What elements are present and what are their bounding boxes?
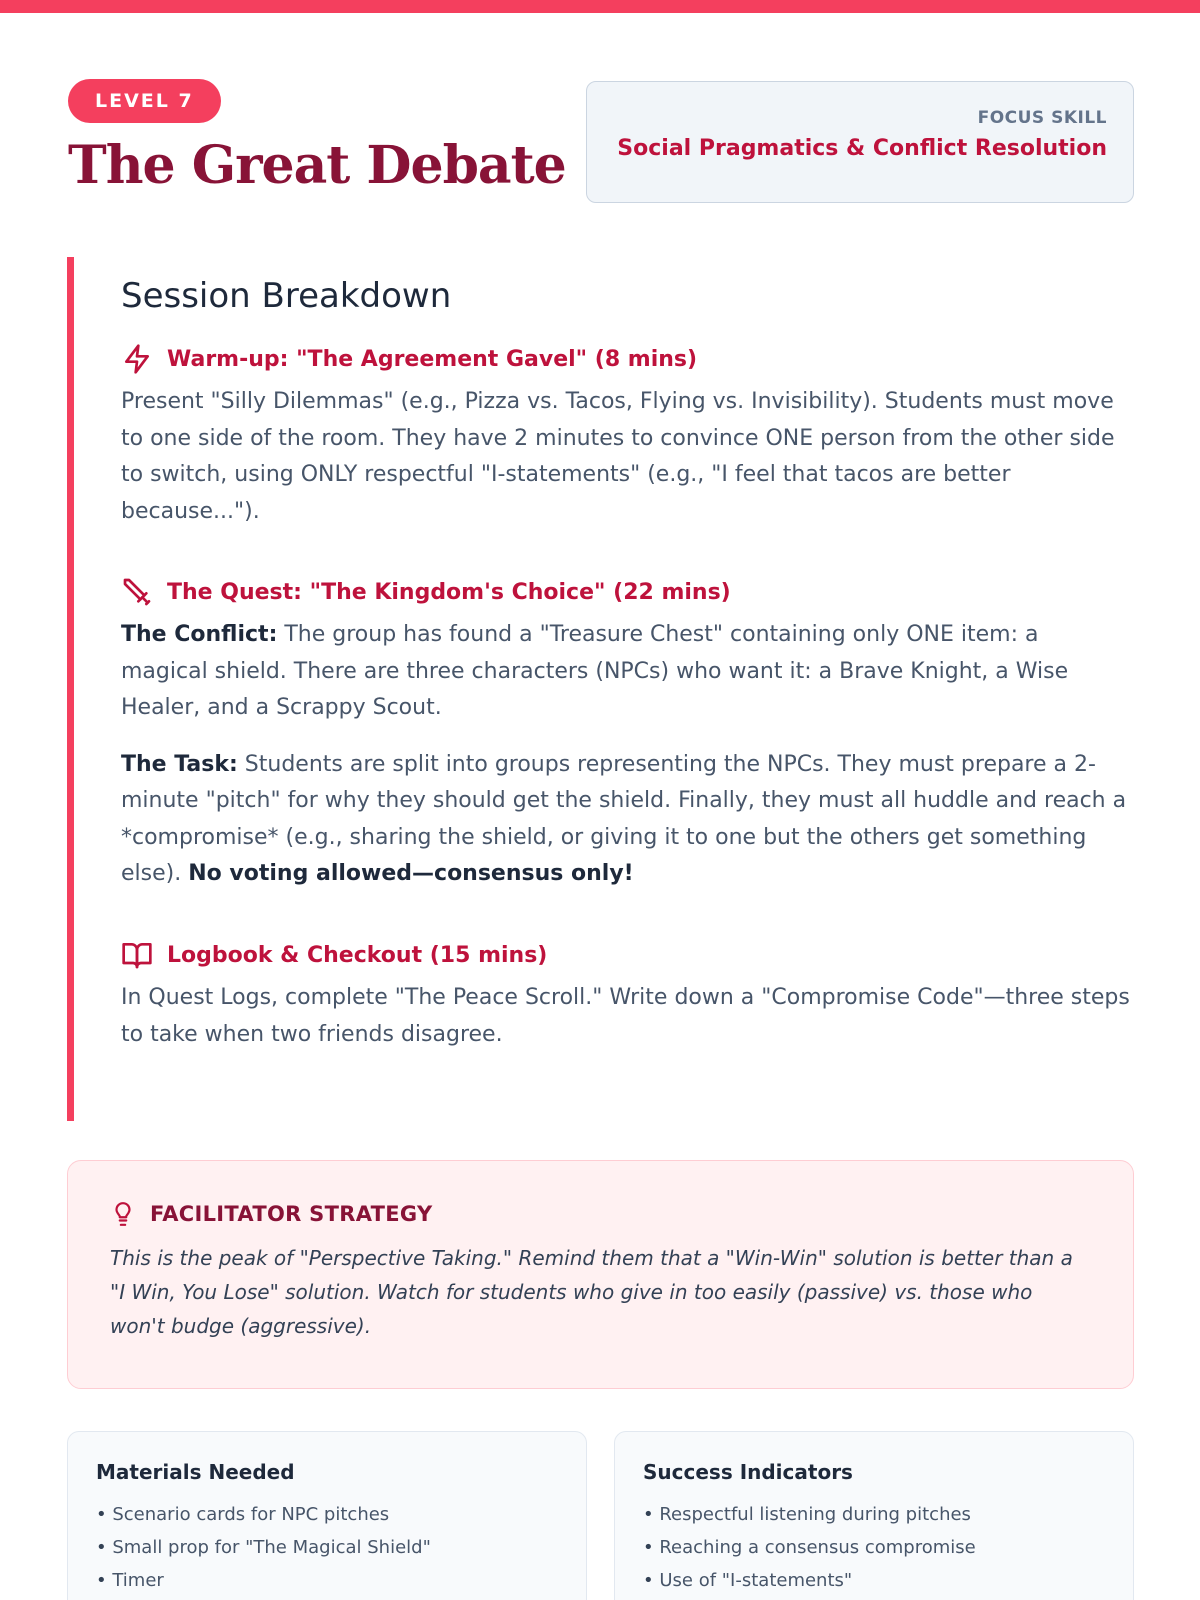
conflict-label: The Conflict: xyxy=(121,622,278,647)
warmup-title: Warm-up: "The Agreement Gavel" (8 mins) xyxy=(167,346,698,372)
focus-skill-label: FOCUS SKILL xyxy=(977,108,1107,128)
facilitator-strategy xyxy=(67,1160,1134,1389)
strategy-body: This is the peak of "Perspective Taking." Remind them that a "Win-Win" solution is better than a "I Win, You Lose" solution. Watch for students who give in too easily (passive) vs. those who won't budge (aggressive). xyxy=(110,1246,1073,1338)
materials-card xyxy=(67,1431,587,1600)
task-text: Students are split into groups representing the NPCs. They must prepare a 2-minute "pitch" for why they should get the shield. Finally, they must all huddle and reach a *compromise* (e.g., sharing the shield, or giving it to one but the others get something else). xyxy=(121,751,1127,886)
success-title: Success Indicators xyxy=(643,1460,853,1484)
materials-title: Materials Needed xyxy=(96,1460,295,1484)
quest-task xyxy=(121,747,1131,893)
lightbulb-icon xyxy=(110,1201,136,1227)
task-label: The Task: xyxy=(121,751,238,777)
session-breakdown xyxy=(67,257,1134,1121)
quest-step xyxy=(121,575,1131,893)
logbook-title: Logbook & Checkout (15 mins) xyxy=(167,942,548,968)
task-emphasis: No voting allowed—consensus only! xyxy=(188,861,634,886)
focus-skill-box xyxy=(586,81,1134,203)
quest-title: The Quest: "The Kingdom's Choice" (22 mins) xyxy=(167,579,731,605)
page-title: The Great Debate xyxy=(68,135,566,196)
success-list xyxy=(643,1498,1105,1597)
conflict-text: The group has found a "Treasure Chest" containing only ONE item: a magical shield. There are three characters (NPCs) who want it: a Brave Knight, a Wise Healer, and a Scrappy Scout. xyxy=(121,622,1069,720)
book-icon xyxy=(121,939,153,971)
sword-icon xyxy=(121,576,153,608)
logbook-step xyxy=(121,938,1131,1053)
list-item: • Scenario cards for NPC pitches xyxy=(96,1498,558,1531)
level-badge: LEVEL 7 xyxy=(68,79,221,123)
logbook-body: In Quest Logs, complete "The Peace Scroll." Write down a "Compromise Code"—three steps to take when two friends disagree. xyxy=(121,985,1130,1047)
quest-conflict xyxy=(121,617,1131,727)
warmup-body: Present "Silly Dilemmas" (e.g., Pizza vs. Tacos, Flying vs. Invisibility). Students must move to one side of the room. They have 2 minutes to convince ONE person from the other side to switch, using ONLY respectful "I-statements" (e.g., "I feel that tacos are better because..."). xyxy=(121,389,1115,524)
lightning-icon xyxy=(121,343,153,375)
session-title: Session Breakdown xyxy=(121,276,452,316)
list-item: • Small prop for "The Magical Shield" xyxy=(96,1531,558,1564)
strategy-title: FACILITATOR STRATEGY xyxy=(150,1202,433,1226)
warmup-step xyxy=(121,342,1131,530)
page-header xyxy=(68,79,1134,204)
focus-skill-value: Social Pragmatics & Conflict Resolution xyxy=(617,136,1107,161)
materials-list xyxy=(96,1498,558,1597)
list-item: • Respectful listening during pitches xyxy=(643,1498,1105,1531)
list-item: • Reaching a consensus compromise xyxy=(643,1531,1105,1564)
list-item: • Timer xyxy=(96,1564,558,1597)
success-card xyxy=(614,1431,1134,1600)
top-accent-bar xyxy=(0,0,1200,13)
list-item: • Use of "I-statements" xyxy=(643,1564,1105,1597)
